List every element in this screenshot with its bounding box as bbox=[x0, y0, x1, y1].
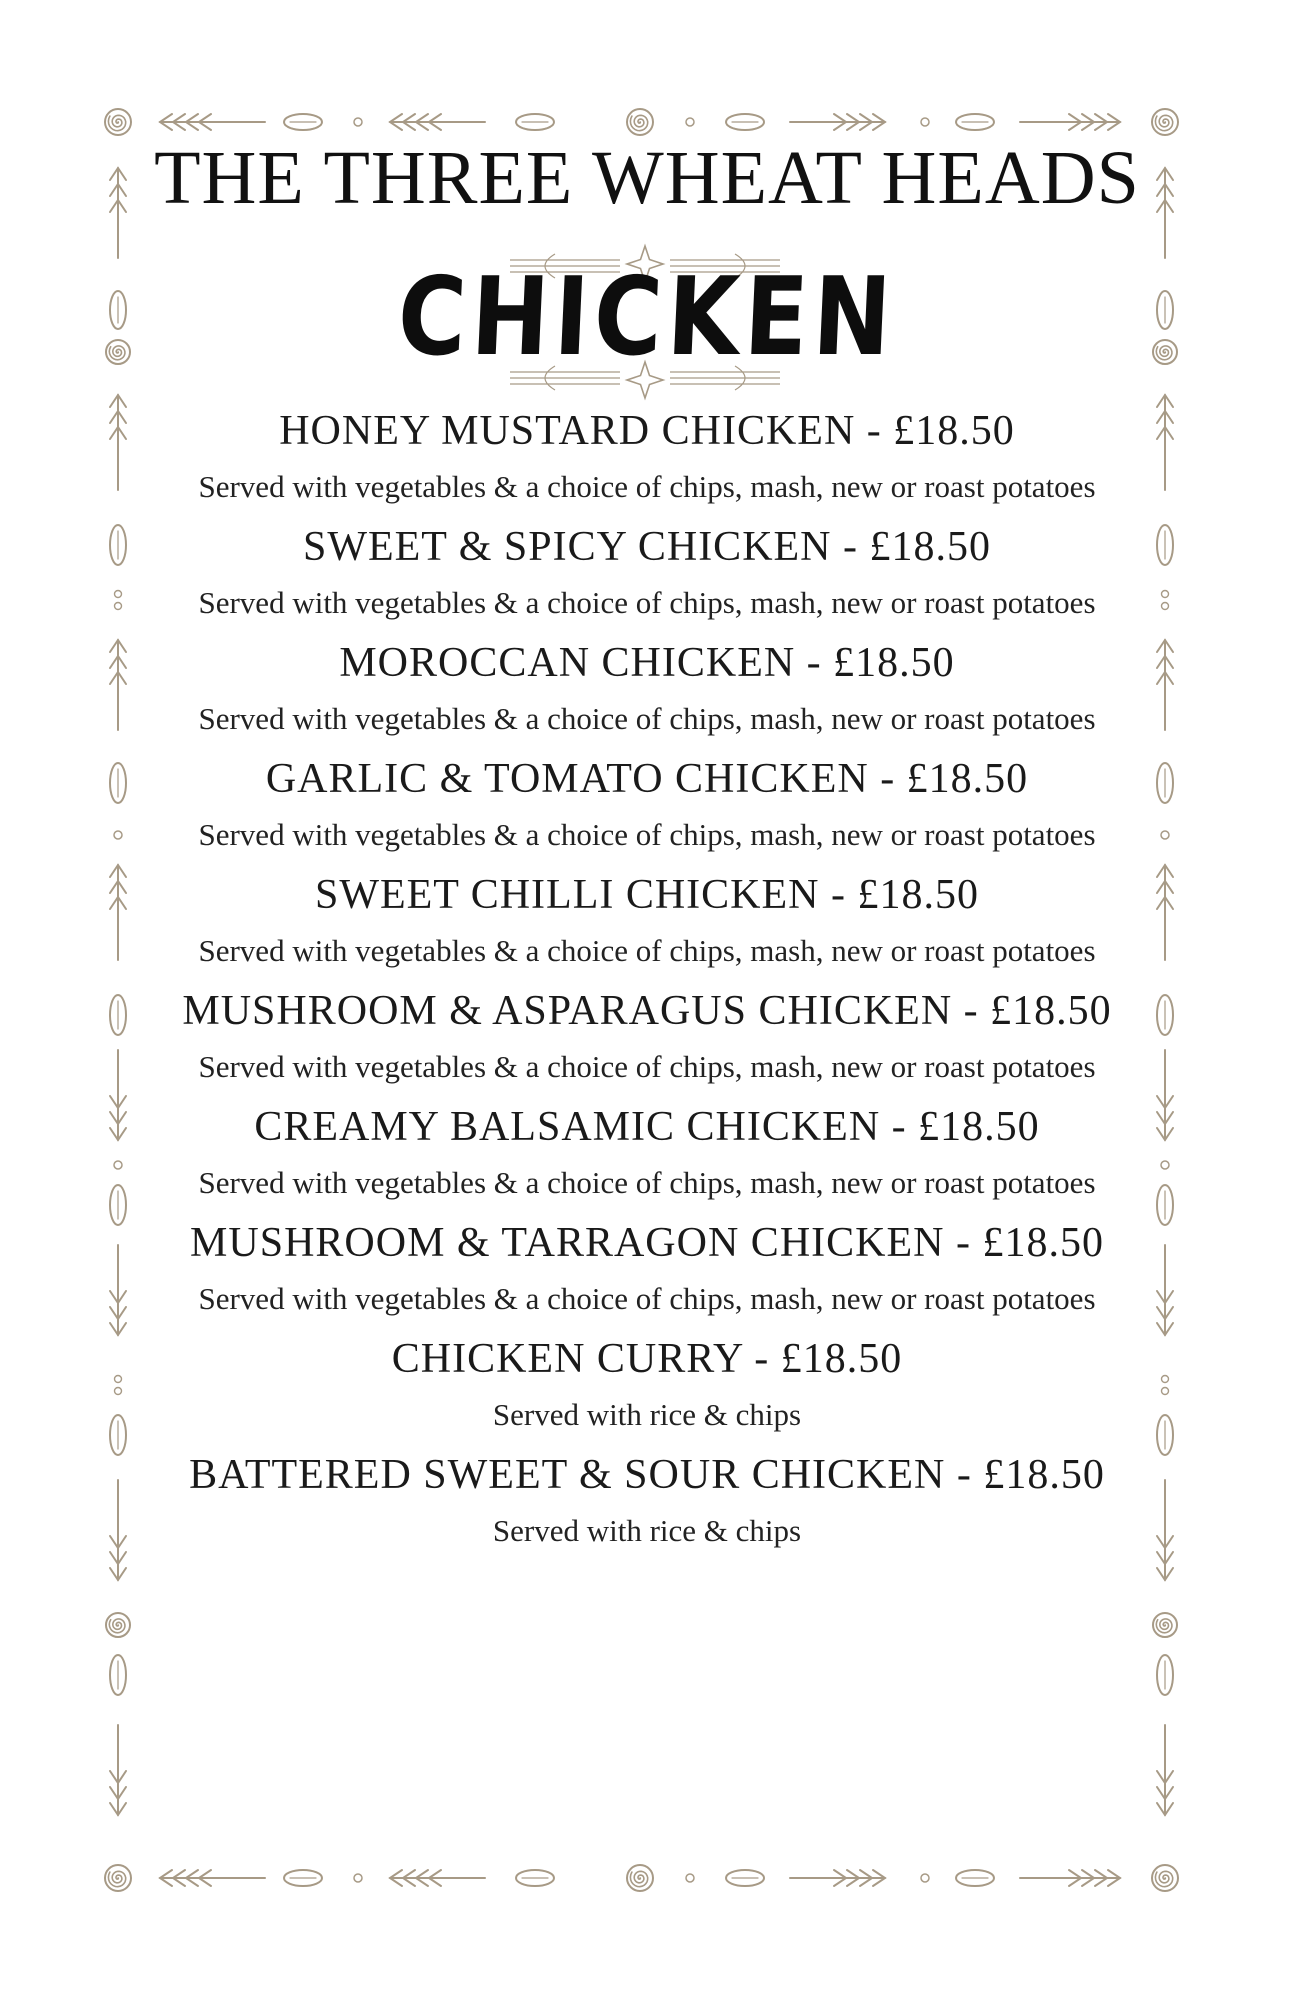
menu-item bbox=[120, 1444, 1174, 1560]
menu-item bbox=[120, 864, 1174, 980]
menu-item-name: SWEET & SPICY CHICKEN - £18.50 bbox=[302, 524, 991, 570]
menu-item-description: Served with vegetables & a choice of chips, mash, new or roast potatoes bbox=[198, 585, 1096, 620]
menu-item-name: GARLIC & TOMATO CHICKEN - £18.50 bbox=[265, 756, 1029, 802]
spiral-icon bbox=[627, 109, 653, 135]
arrow-ornament-icon bbox=[1157, 1725, 1173, 1815]
arrow-ornament-icon bbox=[110, 1725, 126, 1815]
menu-item-description: Served with vegetables & a choice of chips, mash, new or roast potatoes bbox=[198, 701, 1096, 736]
menu-item-description: Served with vegetables & a choice of chips, mash, new or roast potatoes bbox=[198, 469, 1096, 504]
spiral-icon bbox=[106, 1613, 130, 1637]
menu-item bbox=[120, 748, 1174, 864]
dot-icon bbox=[354, 1874, 362, 1882]
menu-item-name: CREAMY BALSAMIC CHICKEN - £18.50 bbox=[254, 1104, 1040, 1150]
menu-item-description: Served with rice & chips bbox=[492, 1397, 802, 1432]
restaurant-name: THE THREE WHEAT HEADS bbox=[154, 136, 1140, 220]
menu-item bbox=[120, 516, 1174, 632]
menu-item-name: SWEET CHILLI CHICKEN - £18.50 bbox=[315, 872, 979, 918]
menu-item-name: MUSHROOM & TARRAGON CHICKEN - £18.50 bbox=[190, 1220, 1104, 1266]
menu-item-name: MUSHROOM & ASPARAGUS CHICKEN - £18.50 bbox=[182, 988, 1112, 1034]
menu-item-description: Served with vegetables & a choice of chips, mash, new or roast potatoes bbox=[198, 817, 1096, 852]
arrow-ornament-icon bbox=[1020, 1870, 1120, 1886]
menu-item bbox=[120, 1212, 1174, 1328]
menu-item-name: MOROCCAN CHICKEN - £18.50 bbox=[339, 640, 955, 686]
menu-item-name: CHICKEN CURRY - £18.50 bbox=[391, 1336, 903, 1382]
spiral-icon bbox=[105, 109, 131, 135]
spiral-icon bbox=[1153, 1613, 1177, 1637]
arrow-ornament-icon bbox=[160, 114, 265, 130]
menu-item bbox=[120, 980, 1174, 1096]
menu-item-description: Served with vegetables & a choice of chips, mash, new or roast potatoes bbox=[198, 933, 1096, 968]
spiral-icon bbox=[105, 1865, 131, 1891]
dot-icon bbox=[921, 1874, 929, 1882]
menu-item-description: Served with vegetables & a choice of chips, mash, new or roast potatoes bbox=[198, 1281, 1096, 1316]
arrow-ornament-icon bbox=[790, 1870, 885, 1886]
dot-icon bbox=[921, 118, 929, 126]
menu-item bbox=[120, 1328, 1174, 1444]
menu-item bbox=[120, 1096, 1174, 1212]
arrow-ornament-icon bbox=[390, 114, 485, 130]
arrow-ornament-icon bbox=[390, 1870, 485, 1886]
arrow-ornament-icon bbox=[790, 114, 885, 130]
menu-item-description: Served with vegetables & a choice of chips, mash, new or roast potatoes bbox=[198, 1049, 1096, 1084]
arrow-ornament-icon bbox=[160, 1870, 265, 1886]
spiral-icon bbox=[1152, 109, 1178, 135]
menu-item bbox=[120, 632, 1174, 748]
dot-icon bbox=[686, 1874, 694, 1882]
arrow-ornament-icon bbox=[1020, 114, 1120, 130]
menu-list bbox=[120, 400, 1174, 1560]
menu-item-name: BATTERED SWEET & SOUR CHICKEN - £18.50 bbox=[189, 1452, 1105, 1498]
dot-icon bbox=[354, 118, 362, 126]
menu-item-name: HONEY MUSTARD CHICKEN - £18.50 bbox=[279, 408, 1015, 454]
menu-item-description: Served with vegetables & a choice of chips, mash, new or roast potatoes bbox=[198, 1165, 1096, 1200]
menu-item-description: Served with rice & chips bbox=[492, 1513, 802, 1548]
menu-item bbox=[120, 400, 1174, 516]
spiral-icon bbox=[1152, 1865, 1178, 1891]
spiral-icon bbox=[627, 1865, 653, 1891]
section-heading: CHICKEN bbox=[395, 255, 899, 380]
dot-icon bbox=[686, 118, 694, 126]
